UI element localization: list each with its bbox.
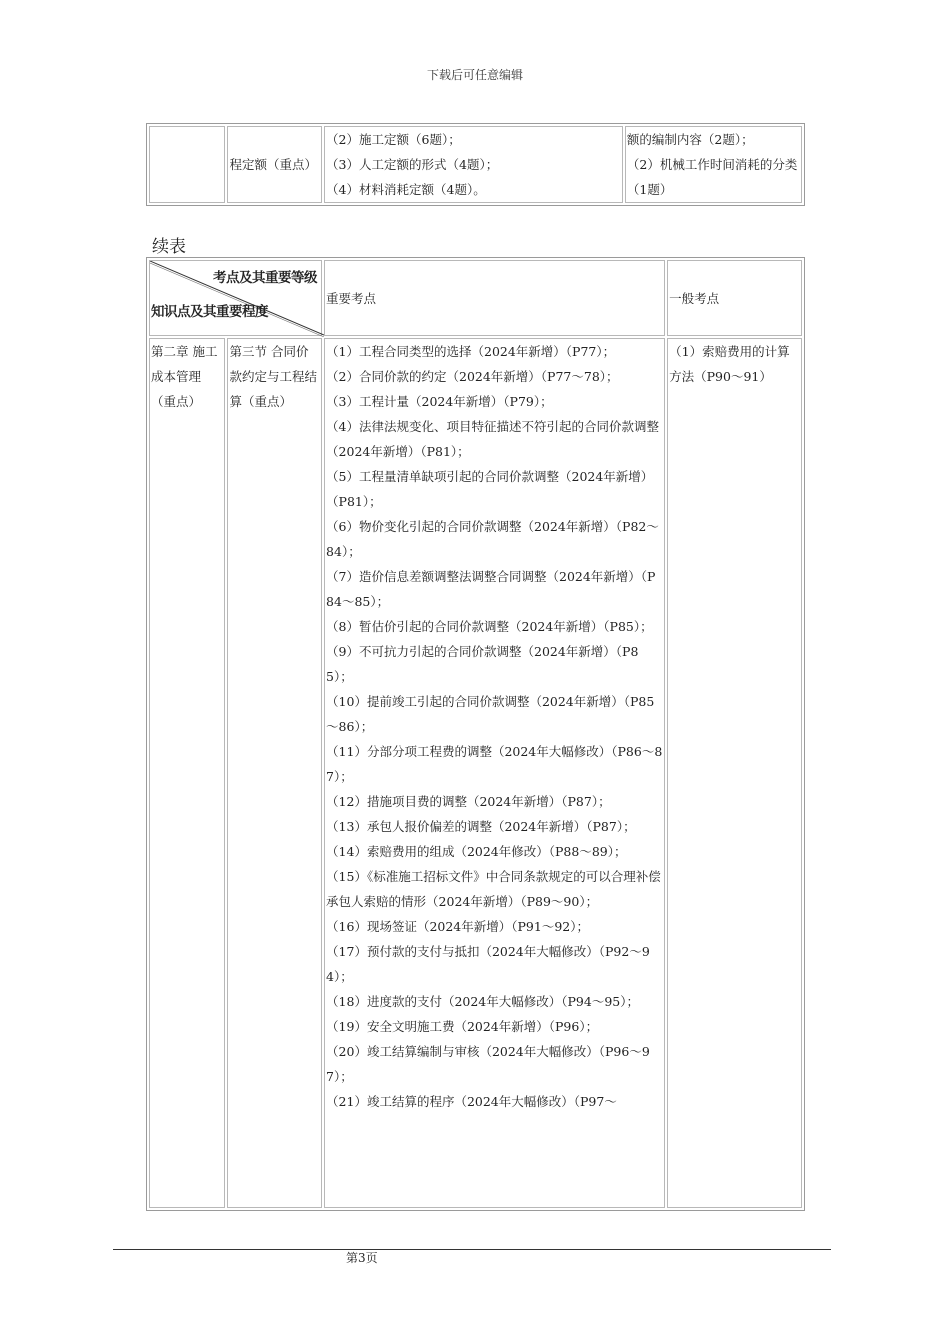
list-item: （11）分部分项工程费的调整（2024年大幅修改）（P86～87）； xyxy=(326,744,663,784)
page-header: 下载后可任意编辑 xyxy=(426,68,523,82)
diagonal-header-top-label: 考点及其重要等级 xyxy=(213,270,318,286)
list-item: （7）造价信息差额调整法调整合同调整（2024年新增）（P84～85）； xyxy=(326,569,656,609)
table-row xyxy=(149,338,802,1208)
table-header-row xyxy=(149,260,802,336)
list-item: （13）承包人报价偏差的调整（2024年新增）（P87）； xyxy=(326,819,636,834)
list-item: （3）工程计量（2024年新增）（P79）； xyxy=(326,394,553,409)
footer-divider xyxy=(113,1249,831,1250)
list-item: （1）工程合同类型的选择（2024年新增）（P77）； xyxy=(326,344,616,359)
important-points-cell xyxy=(324,338,665,1208)
list-item: （5）工程量清单缺项引起的合同价款调整（2024年新增）（P81）； xyxy=(326,469,654,509)
list-item: （1）索赔费用的计算方法（P90～91） xyxy=(669,344,790,384)
list-item: （3）人工定额的形式（4题）； xyxy=(326,157,499,172)
list-item: （19）安全文明施工费（2024年新增）（P96）； xyxy=(326,1019,599,1034)
list-item: （14）索赔费用的组成（2024年修改）（P88～89）； xyxy=(326,844,627,859)
section-text: 程定额（重点） xyxy=(229,157,317,172)
section-cell: 第三节 合同价款约定与工程结算（重点） xyxy=(227,338,322,1208)
list-item: （15）《标准施工招标文件》中合同条款规定的可以合理补偿承包人索赔的情形（2024年新增）（P89～90）； xyxy=(326,869,661,909)
list-item: （6）物价变化引起的合同价款调整（2024年新增）（P82～84）； xyxy=(326,519,659,559)
list-item: （17）预付款的支付与抵扣（2024年大幅修改）（P92～94）； xyxy=(326,944,650,984)
diagonal-header-bottom-label: 知识点及其重要程度 xyxy=(151,304,268,320)
list-item: （16）现场签证（2024年新增）（P91～92）； xyxy=(326,919,589,934)
list-item: （12）措施项目费的调整（2024年新增）（P87）； xyxy=(326,794,611,809)
list-item: （10）提前竣工引起的合同价款调整（2024年新增）（P85～86）； xyxy=(326,694,655,734)
list-item: （4）材料消耗定额（4题）。 xyxy=(326,182,486,197)
important-points-cell xyxy=(324,126,623,203)
list-item: （21）竣工结算的程序（2024年大幅修改）（P97～ xyxy=(326,1094,617,1109)
chapter-cell xyxy=(149,126,225,203)
list-item: （18）进度款的支付（2024年大幅修改）（P94～95）； xyxy=(326,994,639,1009)
list-item: （9）不可抗力引起的合同价款调整（2024年新增）（P85）； xyxy=(326,644,639,684)
top-table xyxy=(146,123,805,206)
list-item: （4）法律法规变化、项目特征描述不符引起的合同价款调整（2024年新增）（P81）； xyxy=(326,419,660,459)
general-points-header: 一般考点 xyxy=(667,260,802,336)
list-item: （2）机械工作时间消耗的分类（1题） xyxy=(626,157,798,197)
list-item: （8）暂估价引起的合同价款调整（2024年新增）（P85）； xyxy=(326,619,653,634)
list-item: （2）合同价款的约定（2024年新增）（P77～78）； xyxy=(326,369,619,384)
section-cell xyxy=(227,126,322,203)
general-points-cell xyxy=(667,338,802,1208)
chapter-cell: 第二章 施工成本管理（重点） xyxy=(149,338,225,1208)
continued-label: 续表 xyxy=(152,237,186,257)
list-item: 额的编制内容（2题）； xyxy=(626,132,754,147)
diagonal-header-cell xyxy=(149,260,322,336)
page-number: 第3页 xyxy=(346,1251,378,1265)
general-points-cell xyxy=(625,126,802,203)
table-row xyxy=(149,126,802,203)
list-item: （20）竣工结算编制与审核（2024年大幅修改）（P96～97）； xyxy=(326,1044,650,1084)
list-item: （2）施工定额（6题）； xyxy=(326,132,461,147)
main-table xyxy=(146,257,805,1211)
important-points-header: 重要考点 xyxy=(324,260,665,336)
